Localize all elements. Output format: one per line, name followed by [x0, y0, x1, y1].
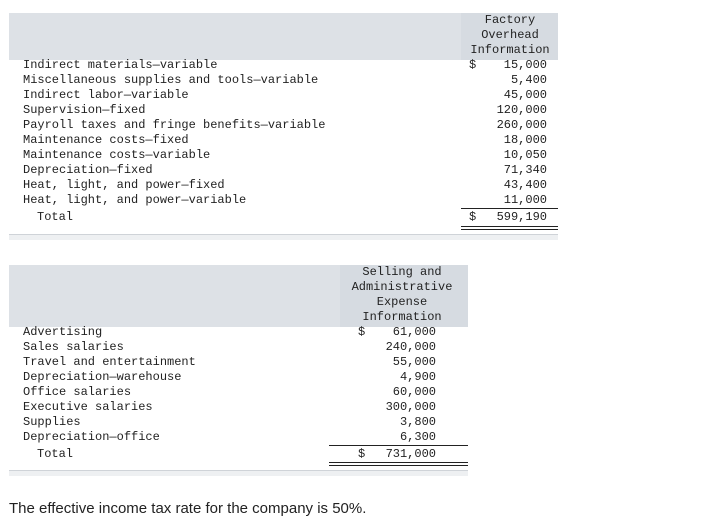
column-header-line: Expense [376, 295, 428, 309]
column-header-line: Information [470, 43, 550, 57]
row-label: Supervision—fixed [23, 103, 146, 117]
subtotal-rule [329, 445, 468, 446]
dollar-sign: $ [469, 58, 477, 72]
row-label: Depreciation—fixed [23, 163, 153, 177]
table-footer [9, 234, 558, 240]
dollar-sign: $ [469, 210, 477, 224]
row-label: Executive salaries [23, 400, 153, 414]
amount: 5,400 [510, 73, 547, 87]
total-label: Total [37, 447, 74, 461]
row-label: Sales salaries [23, 340, 124, 354]
double-rule-top [329, 462, 468, 463]
row-label: Heat, light, and power—variable [23, 193, 247, 207]
row-label: Heat, light, and power—fixed [23, 178, 225, 192]
total-label: Total [37, 210, 74, 224]
amount: 3,800 [399, 415, 436, 429]
column-header-line: Administrative [351, 280, 453, 294]
row-label: Office salaries [23, 385, 132, 399]
row-label: Depreciation—warehouse [23, 370, 182, 384]
amount: 15,000 [503, 58, 547, 72]
column-header-line: Information [362, 310, 442, 324]
amount: 18,000 [503, 133, 547, 147]
amount: 731,000 [385, 447, 436, 461]
column-header-line: Factory [484, 13, 536, 27]
amount: 11,000 [503, 193, 547, 207]
double-rule-top [461, 226, 558, 227]
subtotal-rule [461, 208, 558, 209]
amount: 61,000 [392, 325, 436, 339]
row-label: Supplies [23, 415, 81, 429]
row-label: Depreciation—office [23, 430, 160, 444]
amount: 10,050 [503, 148, 547, 162]
factory-overhead-table [9, 13, 558, 240]
column-header-selling-admin [340, 265, 464, 325]
row-label: Indirect labor—variable [23, 88, 189, 102]
double-rule-bottom [329, 465, 468, 466]
amount: 60,000 [392, 385, 436, 399]
amount: 599,190 [496, 210, 547, 224]
row-label: Advertising [23, 325, 103, 339]
column-header-line: Selling and [362, 265, 442, 279]
row-label: Maintenance costs—variable [23, 148, 211, 162]
dollar-sign: $ [358, 447, 366, 461]
row-label: Maintenance costs—fixed [23, 133, 189, 147]
row-label: Travel and entertainment [23, 355, 196, 369]
row-label: Indirect materials—variable [23, 58, 218, 72]
amount: 120,000 [496, 103, 547, 117]
amount: 43,400 [503, 178, 547, 192]
amount: 6,300 [399, 430, 436, 444]
amount: 300,000 [385, 400, 436, 414]
row-label: Miscellaneous supplies and tools—variable [23, 73, 319, 87]
amount: 71,340 [503, 163, 547, 177]
tax-rate-note: The effective income tax rate for the company is 50%. [9, 500, 367, 517]
column-header-line: Overhead [481, 28, 539, 42]
column-header-factory-overhead [465, 13, 555, 58]
amount: 260,000 [496, 118, 547, 132]
amount: 240,000 [385, 340, 436, 354]
dollar-sign: $ [358, 325, 366, 339]
row-label: Payroll taxes and fringe benefits—variable [23, 118, 326, 132]
amount: 4,900 [399, 370, 436, 384]
table-footer [9, 470, 468, 476]
amount: 55,000 [392, 355, 436, 369]
amount: 45,000 [503, 88, 547, 102]
double-rule-bottom [461, 229, 558, 230]
selling-admin-expense-table [9, 265, 468, 464]
